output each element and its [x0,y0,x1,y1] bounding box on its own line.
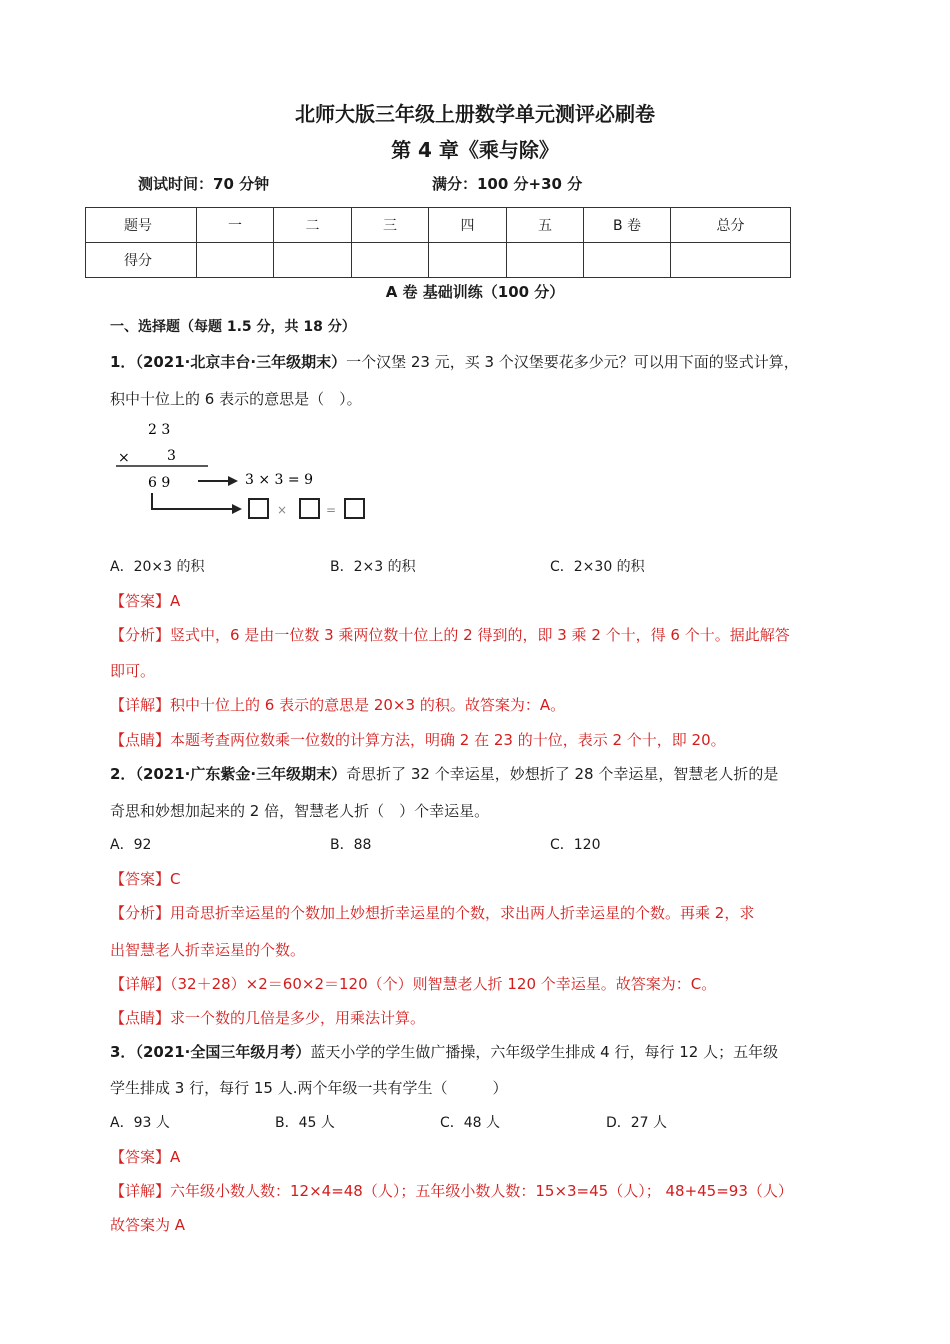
score-cell: 题号 [86,208,197,243]
q1-line2: 积中十位上的 6 表示的意思是（ ）。 [110,390,362,408]
q2-analysis-line2: 出智慧老人折幸运星的个数。 [110,941,306,959]
section-a-heading: A 卷 基础训练（100 分） [385,283,565,301]
score-cell: 五 [507,208,584,243]
blank-box [249,499,268,518]
score-input-cell[interactable] [584,243,671,278]
q2-answer: 【答案】C [110,870,181,888]
q1-number: 1． [110,353,136,371]
arrow-icon [228,476,238,486]
section-1-heading: 一、选择题（每题 1.5 分，共 18 分） [110,319,356,335]
q2-line1 [110,763,778,784]
vertical-multiplication-diagram [112,418,382,528]
q1-analysis-line1: 【分析】竖式中，6 是由一位数 3 乘两位数十位上的 2 得到的，即 3 乘 2 个十，得 6 个十。据此解答 [110,626,790,644]
q1-point: 【点睛】本题考查两位数乘一位数的计算方法，明确 2 在 23 的十位，表示 2 个十，即 20。 [110,731,726,749]
score-cell: 总分 [671,208,791,243]
q2-analysis-line1: 【分析】用奇思折幸运星的个数加上妙想折幸运星的个数，求出两人折幸运星的个数。再乘 2，求 [110,904,755,922]
q1-option-c[interactable]: C．2×30 的积 [550,559,645,575]
diagram-multiplier: 3 [167,448,176,464]
q1-option-a[interactable]: A．20×3 的积 [110,559,205,575]
q3-source: （2021·全国三年级月考） [135,1043,311,1061]
q2-option-c[interactable]: C．120 [550,837,601,853]
chapter-subtitle: 第 4 章《乘与除》 [391,138,559,162]
arrow-icon [232,504,242,514]
q3-option-b[interactable]: B．45 人 [275,1115,335,1131]
q1-answer: 【答案】A [110,592,181,610]
q3-option-c[interactable]: C．48 人 [440,1115,501,1131]
score-cell: 一 [197,208,274,243]
score-cell: 得分 [86,243,197,278]
q3-text: 蓝天小学的学生做广播操，六年级学生排成 4 行，每行 12 人；五年级 [310,1043,779,1061]
score-table [85,207,791,278]
q2-text: 奇思折了 32 个幸运星，妙想折了 28 个幸运星，智慧老人折的是 [346,765,779,783]
q3-line1 [110,1041,778,1062]
q3-detail-line2: 故答案为 A [110,1216,186,1234]
blank-box [345,499,364,518]
q1-line1 [110,351,799,372]
diagram-equation: 3 × 3 = 9 [245,472,313,488]
score-input-cell[interactable] [197,243,274,278]
diagram-times-sign: × [118,450,130,466]
q2-option-b[interactable]: B．88 [330,837,372,853]
blank-box [300,499,319,518]
q2-line2: 奇思和妙想加起来的 2 倍，智慧老人折（ ）个幸运星。 [110,802,490,820]
score-input-cell[interactable] [352,243,429,278]
q2-number: 2． [110,765,136,783]
q1-option-b[interactable]: B．2×3 的积 [330,559,416,575]
q2-option-a[interactable]: A．92 [110,837,152,853]
score-input-cell[interactable] [274,243,352,278]
score-input-cell[interactable] [429,243,507,278]
diagram-result: 6 9 [148,475,171,491]
score-cell: 二 [274,208,352,243]
q1-source: （2021·北京丰台·三年级期末） [135,353,347,371]
score-table-score-row [86,243,791,278]
score-cell: 四 [429,208,507,243]
score-cell: 三 [352,208,429,243]
q3-answer: 【答案】A [110,1148,181,1166]
score-input-cell[interactable] [671,243,791,278]
q3-option-d[interactable]: D．27 人 [606,1115,668,1131]
q3-number: 3． [110,1043,136,1061]
score-cell: B 卷 [584,208,671,243]
q3-detail-line1: 【详解】六年级小数人数：12×4=48（人）；五年级小数人数：15×3=45（人）； 48+45=93（人） [110,1182,793,1200]
page-title: 北师大版三年级上册数学单元测评必刷卷 [295,102,655,126]
score-table-header-row [86,208,791,243]
q2-detail: 【详解】（32＋28）×2＝60×2＝120（个）则智慧老人折 120 个幸运星。故答案为：C。 [110,975,717,993]
diagram-top-number: 2 3 [148,422,171,438]
q1-detail: 【详解】积中十位上的 6 表示的意思是 20×3 的积。故答案为：A。 [110,696,566,714]
q2-source: （2021·广东紫金·三年级期末） [135,765,347,783]
q1-analysis-line2: 即可。 [110,662,156,680]
diagram-equals-symbol: = [326,503,337,517]
q3-line2: 学生排成 3 行，每行 15 人.两个年级一共有学生（ ） [110,1079,508,1097]
score-input-cell[interactable] [507,243,584,278]
diagram-bracket-line [152,493,234,509]
q1-text: 一个汉堡 23 元，买 3 个汉堡要花多少元？可以用下面的竖式计算， [346,353,799,371]
diagram-times-symbol: × [277,503,288,517]
test-time: 测试时间：70 分钟 [138,175,270,193]
full-score: 满分：100 分+30 分 [432,175,583,193]
q2-point: 【点睛】求一个数的几倍是多少，用乘法计算。 [110,1009,426,1027]
q3-option-a[interactable]: A．93 人 [110,1115,170,1131]
